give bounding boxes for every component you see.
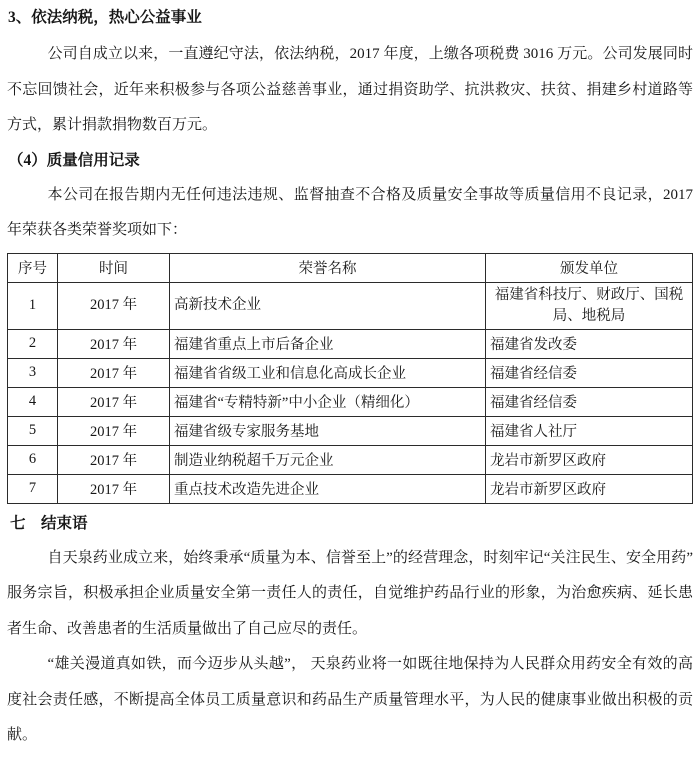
closing-paragraph-2: “雄关漫道真如铁，而今迈步从头越”， 天泉药业将一如既往地保持为人民群众用药安全有效的高度社会责任感，不断提高全体员工质量意识和药品生产质量管理水平，为人民的健康事业做出积极的贡献。 <box>7 656 693 743</box>
table-cell-time: 2017 年 <box>58 329 170 358</box>
section-3-heading: 3、依法纳税，热心公益事业 <box>8 9 202 26</box>
table-cell-honor: 福建省“专精特新”中小企业（精细化） <box>170 387 486 416</box>
section-4-heading: （4）质量信用记录 <box>8 151 140 169</box>
table-cell-time: 2017 年 <box>58 445 170 474</box>
column-header-time: 时间 <box>58 253 170 282</box>
table-row <box>8 282 693 329</box>
table-cell-time: 2017 年 <box>58 358 170 387</box>
table-cell-time: 2017 年 <box>58 474 170 503</box>
table-cell-issuer: 龙岩市新罗区政府 <box>486 445 693 474</box>
table-header-row <box>8 253 693 282</box>
table-row <box>8 474 693 503</box>
table-cell-honor: 福建省省级工业和信息化高成长企业 <box>170 358 486 387</box>
table-cell-index: 4 <box>8 387 58 416</box>
table-cell-issuer: 福建省经信委 <box>486 358 693 387</box>
closing-paragraph-1: 自天泉药业成立来，始终秉承“质量为本、信誉至上”的经营理念，时刻牢记“关注民生、安全用药”服务宗旨，积极承担企业质量安全第一责任人的责任，自觉维护药品行业的形象，为治愈疾病、延长患者生命、改善患者的生活质量做出了自己应尽的责任。 <box>7 549 693 637</box>
table-cell-time: 2017 年 <box>58 416 170 445</box>
column-header-honor: 荣誉名称 <box>170 253 486 282</box>
table-cell-time: 2017 年 <box>58 282 170 329</box>
section-3-paragraph: 公司自成立以来，一直遵纪守法，依法纳税，2017 年度，上缴各项税费 3016 万元。公司发展同时不忘回馈社会，近年来积极参与各项公益慈善事业，通过捐资助学、抗洪救灾、扶贫、捐建乡村道路等方式，累计捐款捐物数百万元。 <box>7 46 693 133</box>
table-cell-index: 5 <box>8 416 58 445</box>
table-cell-honor: 制造业纳税超千万元企业 <box>170 445 486 474</box>
table-row <box>8 329 693 358</box>
table-row <box>8 445 693 474</box>
table-cell-honor: 福建省级专家服务基地 <box>170 416 486 445</box>
column-header-issuer: 颁发单位 <box>486 253 693 282</box>
table-cell-honor: 重点技术改造先进企业 <box>170 474 486 503</box>
table-row <box>8 416 693 445</box>
table-cell-time: 2017 年 <box>58 387 170 416</box>
table-cell-index: 1 <box>8 282 58 329</box>
table-cell-issuer: 龙岩市新罗区政府 <box>486 474 693 503</box>
table-row <box>8 358 693 387</box>
table-cell-index: 6 <box>8 445 58 474</box>
table-cell-index: 7 <box>8 474 58 503</box>
table-cell-issuer: 福建省经信委 <box>486 387 693 416</box>
table-cell-issuer: 福建省科技厅、财政厅、国税局、地税局 <box>486 282 693 329</box>
section-4-paragraph: 本公司在报告期内无任何违法违规、监督抽查不合格及质量安全事故等质量信用不良记录，2017 年荣获各类荣誉奖项如下： <box>7 186 693 238</box>
section-7-heading: 七 结束语 <box>10 514 88 532</box>
column-header-index: 序号 <box>8 253 58 282</box>
table-cell-index: 2 <box>8 329 58 358</box>
table-cell-honor: 高新技术企业 <box>170 282 486 329</box>
table-cell-index: 3 <box>8 358 58 387</box>
table-row <box>8 387 693 416</box>
table-cell-issuer: 福建省发改委 <box>486 329 693 358</box>
table-cell-honor: 福建省重点上市后备企业 <box>170 329 486 358</box>
table-cell-issuer: 福建省人社厅 <box>486 416 693 445</box>
honors-table <box>7 253 693 504</box>
